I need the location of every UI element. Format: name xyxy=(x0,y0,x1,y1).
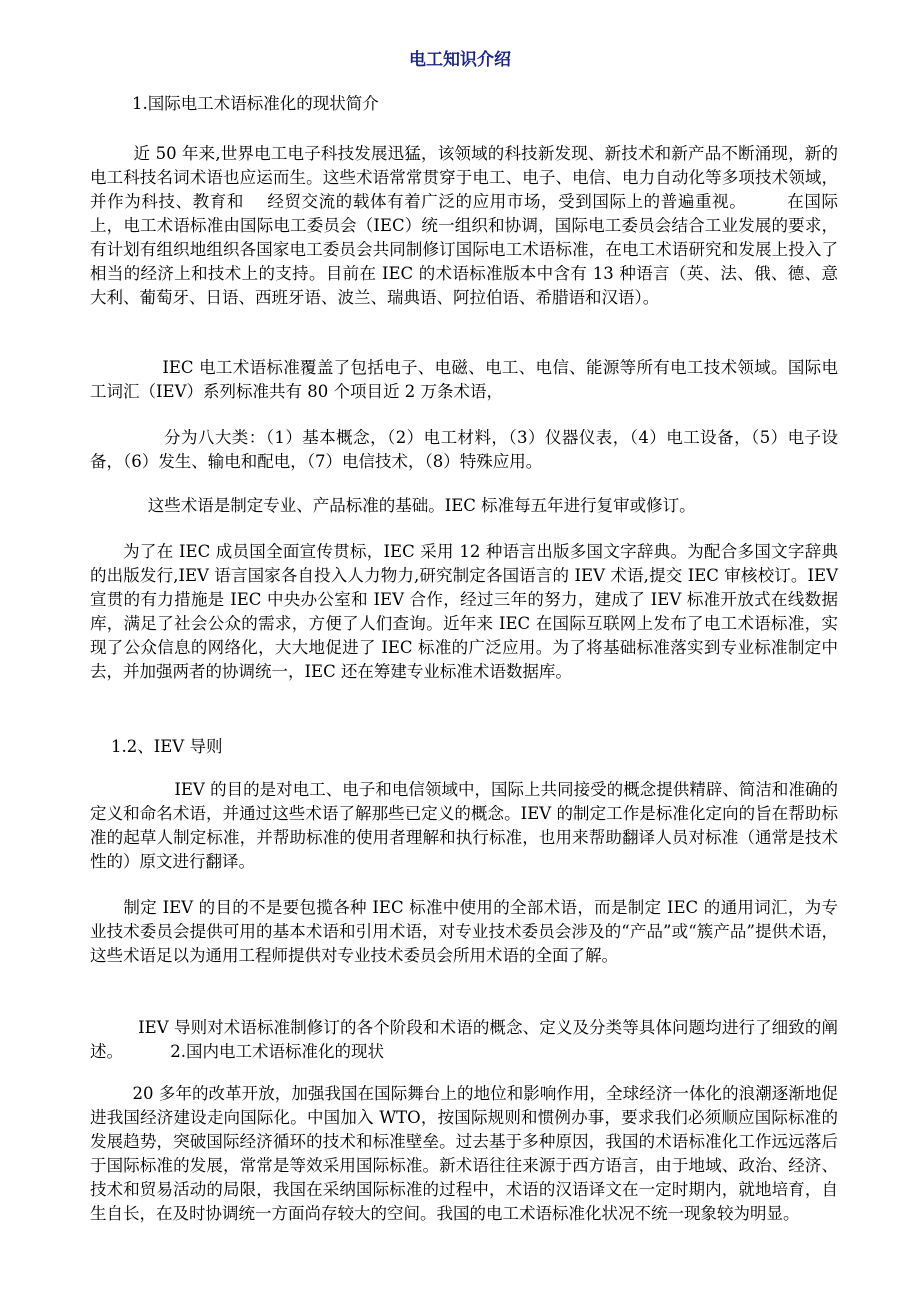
section-heading-1-2: 1.2、IEV 导则 xyxy=(90,737,223,756)
paragraph-iev-scope: 制定 IEV 的目的不是要包揽各种 IEC 标准中使用的全部术语，而是制定 IEC 的通用词汇，为专业技术委员会提供可用的基本术语和引用术语，对专业技术委员会涉及的“产品”或“簇产品”提供术语，这些术语足以为通用工程师提供对专业技术委员会所用术语的全面了解。 xyxy=(90,898,838,965)
paragraph-eight-categories: 分为八大类：（1）基本概念，（2）电工材料，（3）仪器仪表，（4）电工设备，（5）电子设备，（6）发生、输电和配电，（7）电信技术，（8）特殊应用。 xyxy=(90,428,838,471)
paragraph-domestic-status: 20 多年的改革开放，加强我国在国际舞台上的地位和影响作用，全球经济一体化的浪潮逐渐地促进我国经济建设走向国际化。中国加入 WTO，按国际规则和惯例办事，要求我们必须顺应国际标准的发展趋势，突破国际经济循环的技术和标准壁垒。过去基于多种原因，我国的术语标准化工作远远落后于国际标准的发展，常常是等效采用国际标准。新术语往往来源于西方语言，由于地域、政治、经济、技术和贸易活动的局限，我国在采纳国际标准的过程中，术语的汉语译文在一定时期内，就地培育，自生自长，在及时协调统一方面尚存较大的空间。我国的电工术语标准化状况不统一现象较为明显。 xyxy=(90,1084,838,1223)
paragraph-iev-guide: IEV 导则对术语标准制修订的各个阶段和术语的概念、定义及分类等具体问题均进行了细致的阐述。 2.国内电工术语标准化的现状 xyxy=(90,1018,838,1061)
section-heading-1: 1.国际电工术语标准化的现状简介 xyxy=(90,94,379,113)
paragraph-basis: 这些术语是制定专业、产品标准的基础。IEC 标准每五年进行复审或修订。 xyxy=(90,496,696,515)
paragraph-iev-purpose: IEV 的目的是对电工、电子和电信领域中，国际上共同接受的概念提供精辟、简洁和准确的定义和命名术语，并通过这些术语了解那些已定义的概念。IEV 的制定工作是标准化定向的旨在帮助标准的起草人制定标准，并帮助标准的使用者理解和执行标准，也用来帮助翻译人员对标准（通常是技术性的）原文进行翻译。 xyxy=(90,780,838,871)
paragraph-iec-promotion: 为了在 IEC 成员国全面宣传贯标，IEC 采用 12 种语言出版多国文字辞典。为配合多国文字辞典的出版发行,IEV 语言国家各自投入人力物力,研究制定各国语言的 IEV 术语,提交 IEC 审核校订。IEV 宣贯的有力措施是 IEC 中央办公室和 IEV 合作，经过三年的努力，建成了 IEV 标准开放式在线数据库，满足了社会公众的需求，方便了人们查询。近年来 IEC 在国际互联网上发布了电工术语标准，实现了公众信息的网络化，大大地促进了 IEC 标准的广泛应用。为了将基础标准落实到专业标准制定中去，并加强两者的协调统一，IEC 还在筹建专业标准术语数据库。 xyxy=(90,542,844,681)
document-title: 电工知识介绍 xyxy=(409,50,511,70)
paragraph-iec-coverage: IEC 电工术语标准覆盖了包括电子、电磁、电工、电信、能源等所有电工技术领域。国际电工词汇（IEV）系列标准共有 80 个项目近 2 万条术语， xyxy=(90,358,838,401)
paragraph-intro: 近 50 年来,世界电工电子科技发展迅猛，该领域的科技新发现、新技术和新产品不断涌现，新的电工科技名词术语也应运而生。这些术语常常贯穿于电工、电子、电信、电力自动化等多项技术领域，并作为科技、教育和 经贸交流的载体有着广泛的应用市场，受到国际上的普遍重视。 在国际上，电工术语标准由国际电工委员会（IEC）统一组织和协调，国际电工委员会结合工业发展的要求，有计划有组织地组织各国家电工委员会共同制修订国际电工术语标准，在电工术语研究和发展上投入了相当的经济上和技术上的支持。目前在 IEC 的术语标准版本中含有 13 种语言（英、法、俄、德、意大利、葡萄牙、日语、西班牙语、波兰、瑞典语、阿拉伯语、希腊语和汉语）。 xyxy=(90,144,838,307)
